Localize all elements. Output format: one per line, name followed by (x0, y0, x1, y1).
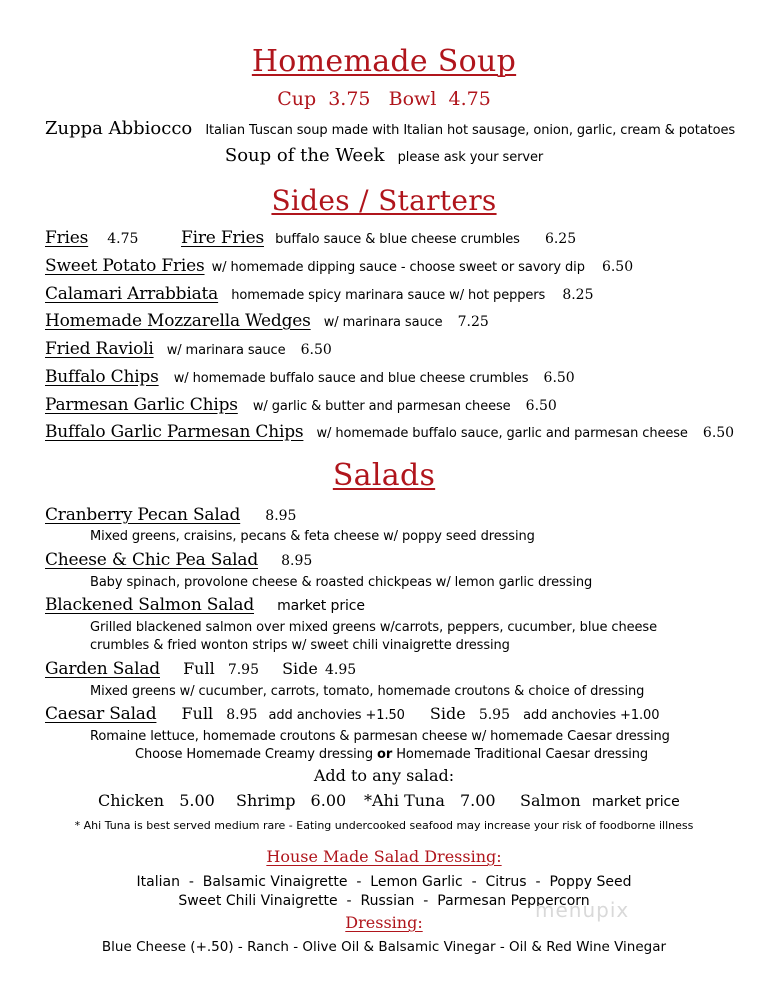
soup-item (45, 118, 735, 139)
salad-desc: Romaine lettuce, homemade croutons & parmesan cheese w/ homemade Caesar dressing (90, 729, 670, 744)
soup-item-desc: please ask your server (397, 150, 544, 165)
side-item-price: 6.50 (300, 342, 332, 358)
side-item-price: 6.50 (702, 425, 735, 441)
dressing-line: Blue Cheese (+.50) - Ranch - Olive Oil & Balsamic Vinegar - Oil & Red Wine Vinegar (101, 939, 667, 955)
side-item-price: 7.25 (457, 314, 489, 330)
soup-prices (0, 88, 768, 110)
side-item-desc: w/ marinara sauce (166, 343, 286, 358)
salad-desc: Mixed greens, craisins, pecans & feta cheese w/ poppy seed dressing (90, 529, 535, 544)
add-on-price: market price (591, 794, 680, 810)
house-dressing-line1: Italian - Balsamic Vinaigrette - Lemon Garlic - Citrus - Poppy Seed (136, 874, 632, 890)
side-item-name: Fried Ravioli (45, 339, 154, 359)
side-item-price: 6.50 (543, 370, 575, 386)
house-dressing-line2: Sweet Chili Vinaigrette - Russian - Parmesan Peppercorn (178, 893, 590, 909)
side-add: add anchovies +1.00 (523, 708, 660, 723)
add-to-salad-title: Add to any salad: (313, 766, 455, 785)
bowl-label: Bowl (388, 88, 437, 110)
full-price: 8.95 (226, 707, 258, 723)
fire-fries-price: 6.25 (544, 231, 577, 247)
house-dressing-title: House Made Salad Dressing: (266, 847, 502, 866)
add-on-name: Shrimp (236, 791, 296, 810)
salad-garden (45, 659, 356, 679)
ahi-tuna-note: * Ahi Tuna is best served medium rare - Eating undercooked seafood may increase your risk of foodborne illness (74, 819, 694, 832)
side-item-name: Parmesan Garlic Chips (45, 395, 238, 415)
side-price: 4.95 (324, 662, 357, 678)
side-item-desc: homemade spicy marinara sauce w/ hot peppers (231, 288, 546, 303)
add-on-ahi-tuna (364, 791, 496, 810)
choice-b: Homemade Traditional Caesar dressing (392, 747, 649, 762)
salad-price: 8.95 (265, 508, 297, 524)
salad-cranberry (45, 505, 296, 525)
salad-name: Cranberry Pecan Salad (45, 505, 241, 525)
salad-desc: crumbles & fried wonton strips w/ sweet chili vinaigrette dressing (90, 638, 510, 653)
side-label: Side (429, 704, 466, 723)
side-item-name: Homemade Mozzarella Wedges (45, 311, 311, 331)
side-item-price: 6.50 (601, 259, 634, 275)
full-add: add anchovies +1.50 (268, 708, 405, 723)
side-item-name: Sweet Potato Fries (45, 256, 205, 276)
side-item-desc: w/ marinara sauce (323, 315, 443, 330)
fire-fries-name: Fire Fries (181, 228, 264, 248)
sides-title: Sides / Starters (271, 184, 497, 217)
fries-price: 4.75 (107, 231, 139, 247)
side-item-desc: w/ garlic & butter and parmesan cheese (252, 399, 511, 414)
side-item (45, 367, 575, 387)
choice-a: Choose Homemade Creamy dressing (135, 747, 378, 762)
soup-item-name: Soup of the Week (224, 145, 385, 166)
salad-name: Caesar Salad (45, 704, 157, 724)
salad-name: Garden Salad (45, 659, 160, 679)
side-item (45, 339, 332, 359)
side-item (45, 284, 593, 304)
side-label: Side (282, 659, 318, 678)
watermark-logo: menupix (535, 898, 630, 922)
side-item-desc: w/ homemade buffalo sauce and blue cheese crumbles (173, 371, 529, 386)
side-item (45, 422, 734, 442)
side-item (45, 395, 557, 415)
salad-caesar (45, 704, 659, 724)
salad-name: Blackened Salmon Salad (45, 595, 255, 615)
side-item-name: Buffalo Garlic Parmesan Chips (45, 422, 304, 442)
dressing-title: Dressing: (345, 913, 423, 932)
soup-item-name: Zuppa Abbiocco (45, 118, 193, 139)
soup-item (0, 145, 768, 166)
salad-salmon (45, 595, 365, 615)
salad-price: market price (277, 598, 365, 614)
full-price: 7.95 (227, 662, 259, 678)
salad-desc-choice (135, 747, 648, 762)
add-on-name: Chicken (98, 791, 165, 810)
salad-desc: Grilled blackened salmon over mixed greens w/carrots, peppers, cucumber, blue cheese (90, 620, 657, 635)
full-label: Full (183, 659, 215, 678)
side-item-name: Calamari Arrabbiata (45, 284, 219, 304)
salad-desc: Mixed greens w/ cucumber, carrots, tomato, homemade croutons & choice of dressing (90, 684, 645, 699)
add-on-salmon (520, 791, 680, 810)
salads-title: Salads (332, 458, 436, 493)
side-item-desc: w/ homemade dipping sauce - choose sweet or savory dip (211, 260, 585, 275)
add-on-shrimp (236, 791, 346, 810)
add-on-price: 7.00 (459, 791, 496, 810)
side-item-price: 8.25 (562, 287, 594, 303)
salad-name: Cheese & Chic Pea Salad (45, 550, 259, 570)
bowl-price: 4.75 (448, 88, 491, 110)
salad-cheese (45, 550, 312, 570)
side-item-desc: w/ homemade buffalo sauce, garlic and parmesan cheese (316, 426, 688, 441)
soup-item-desc: Italian Tuscan soup made with Italian hot sausage, onion, garlic, cream & potatoes (205, 123, 736, 138)
choice-or: or (377, 747, 393, 762)
salad-price: 8.95 (281, 553, 313, 569)
side-item-price: 6.50 (525, 398, 557, 414)
add-on-name: Salmon (520, 791, 581, 810)
sides-row-fries (45, 228, 138, 248)
side-price: 5.95 (478, 707, 510, 723)
side-item (45, 256, 633, 276)
add-on-chicken (98, 791, 215, 810)
full-label: Full (181, 704, 214, 723)
side-item (45, 311, 489, 331)
add-on-price: 6.00 (310, 791, 347, 810)
sides-row-fire-fries (181, 228, 576, 248)
fries-name: Fries (45, 228, 89, 248)
soup-title: Homemade Soup (251, 44, 517, 79)
cup-price: 3.75 (328, 88, 371, 110)
fire-fries-desc: buffalo sauce & blue cheese crumbles (275, 232, 520, 247)
side-item-name: Buffalo Chips (45, 367, 159, 387)
cup-label: Cup (277, 88, 317, 110)
salad-desc: Baby spinach, provolone cheese & roasted chickpeas w/ lemon garlic dressing (90, 575, 593, 590)
add-on-name: *Ahi Tuna (364, 791, 445, 810)
add-on-price: 5.00 (179, 791, 215, 810)
